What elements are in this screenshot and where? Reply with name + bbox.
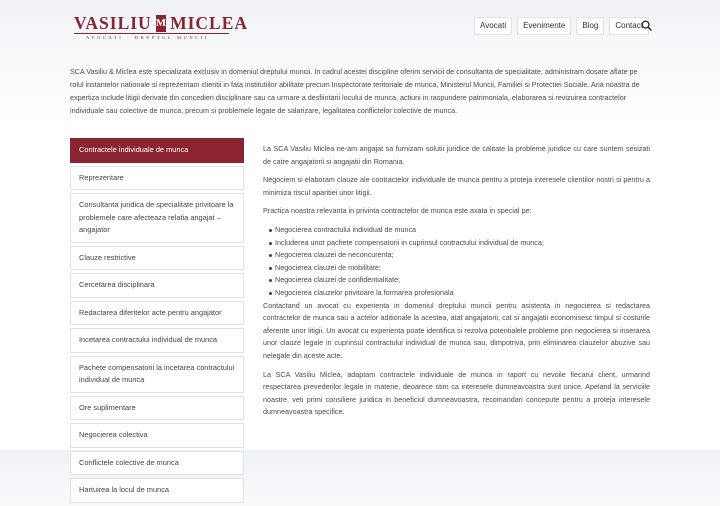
- sidebar-item-ore-suplimentare[interactable]: Ore suplimentare: [70, 396, 244, 421]
- sidebar-item-conflictele-colective[interactable]: Conflictele colective de munca: [70, 451, 244, 476]
- nav-avocati[interactable]: Avocati: [474, 17, 512, 35]
- intro-paragraph: SCA Vasiliu & Miclea este specializata exclusiv in domeniul dreptului muncii. In cadrul acestei discipline oferim servicii de consultanta de specialitate, administram dosare aflate pe rolul instantelor nationale si reprezentam clientii in fata institutiilor abilitate precum Inspectorate teritoriale de munca, Ministerul Muncii, Familiei si Protectiei Sociale. Aria noastra de expertiza include litigii derivate din concedieri disciplinare sau ca urmare a desfiintarii locului de munca, actiuni in raspundere patrimoniala, elaborarea si revizuirea contractelor individuale sau colective de munca, precum si problemele legate de salarizare, legalitatea conflictelor colective de munca.: [70, 67, 640, 115]
- list-item: Negocierea clauzei de mobilitate;: [269, 262, 650, 275]
- sidebar-item-negocierea-colectiva[interactable]: Negocierea colectiva: [70, 423, 244, 448]
- list-item: Negocierea clauzei de neconcurenta;: [269, 249, 650, 262]
- nav-contact[interactable]: Contact: [609, 17, 649, 35]
- sidebar-item-pachete-compensatorii[interactable]: Pachete compensatorii la incetarea contractului individual de munca: [70, 356, 244, 393]
- list-item: Negocierea contractului individual de munca: [269, 224, 650, 237]
- logo-monogram: M: [156, 15, 166, 32]
- practice-list: [269, 224, 650, 300]
- content-paragraph-4: Contactand un avocat cu experienta in domeniul dreptului muncii pentru asistenta in negocierea si redactarea contractelor de munca sau a actelor aditionale la acestea, atat angajatorii, cat si angajatii economisesc timpul si costurile aferente unor litigii. Un avocat cu experienta poate identifica si rezolva potentialele probleme prin negocierea si inserarea unor clauze legale in cuprinsul contractului individual de munca sau, dimpotriva, prin eliminarea clauzelor abuzive sau nelegale din aceste acte.: [263, 300, 650, 360]
- content-paragraph-3: Practica noastra relevanta in privinta contractelor de munca este axata in special pe:: [263, 206, 532, 216]
- content-paragraph-5: La SCA Vasiliu Miclea, adaptam contractele individuale de munca in raport cu nevoile fiecarui client, urmarind respectarea prevederilor legale in materie, deoarece stim ca interesele dumneavoastra sunt unice. Apeland la serviciile noastre, veti primi consiliere juridica in beneficiul dumneavoastra, recomandari concepute pentru a proteja interesele dumneavoastra specifice.: [263, 369, 650, 417]
- sidebar-menu: [70, 138, 244, 506]
- search-icon[interactable]: [641, 20, 652, 31]
- main-nav: [474, 17, 654, 35]
- content-paragraph-1: La SCA Vasiliu Miclea ne-am angajat sa furnizam solutii juridice de calitate la probleme juridice cu care suntem sesizati de catre angajatorii si angajatii din Romania.: [263, 144, 650, 166]
- sidebar-item-cercetarea-disciplinara[interactable]: Cercetarea disciplinara: [70, 273, 244, 298]
- site-logo[interactable]: [74, 13, 249, 40]
- nav-blog[interactable]: Blog: [576, 17, 604, 35]
- sidebar-item-clauze-restrictive[interactable]: Clauze restrictive: [70, 246, 244, 271]
- logo-tagline: AVOCATI · DREPTUL MUNCII: [74, 33, 229, 40]
- list-item: Negocierea clauzei de confidentialitate;: [269, 274, 650, 287]
- main-content: [263, 143, 650, 425]
- sidebar-item-incetarea-contractului[interactable]: Incetarea contractului individual de munca: [70, 328, 244, 353]
- nav-evenimente[interactable]: Evenimente: [517, 17, 571, 35]
- sidebar-item-redactarea-actelor[interactable]: Redactarea diferitelor acte pentru angajator: [70, 301, 244, 326]
- sidebar-item-reprezentare[interactable]: Reprezentare: [70, 166, 244, 191]
- logo-name-right: MICLEA: [170, 13, 249, 33]
- logo-wordmark: [74, 13, 249, 33]
- logo-name-left: VASILIU: [74, 13, 152, 33]
- content-paragraph-2: Negociem si elaboram clauze ale contractelor individuale de munca pentru a proteja interesele clientilor nostri si pentru a minimiza riscul aparitiei unor litigii.: [263, 175, 650, 197]
- sidebar-item-contracte-individuale[interactable]: Contractele individuale de munca: [70, 138, 244, 163]
- sidebar-item-hartuirea[interactable]: Hartuirea la locul de munca: [70, 478, 244, 503]
- sidebar-item-consultanta[interactable]: Consultanta juridica de specialitate privitoare la problemele care afecteaza relatia angajat – angajator: [70, 193, 244, 243]
- list-item: Includerea unor pachete compensatorii in cuprinsul contractului individual de munca;: [269, 237, 650, 250]
- site-header: [0, 0, 720, 45]
- list-item: Negocierea clauzelor privitoare la formarea profesionala: [269, 287, 650, 300]
